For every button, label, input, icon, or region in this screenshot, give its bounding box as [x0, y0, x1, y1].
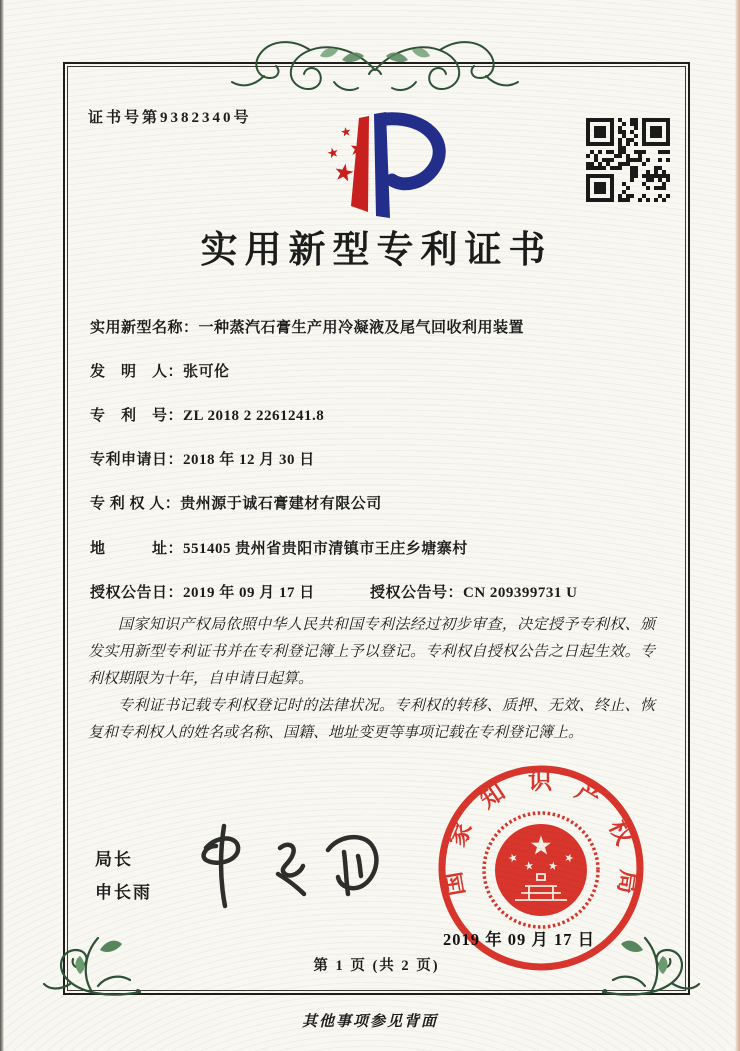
certificate-title: 实用新型专利证书 — [200, 230, 553, 271]
legal-paragraph: 专利证书记载专利权登记时的法律状况。专利权的转移、质押、无效、终止、恢复和专利权人的姓名或名称、国籍、地址变更等事项记载在专利登记簿上。 — [88, 698, 655, 741]
signer-title: 局长 — [95, 850, 133, 869]
field-filing-date: 专利申请日：2018 年 12 月 30 日 — [90, 452, 315, 468]
certificate-number: 证书号第9382340号 — [88, 110, 252, 126]
director-signature-icon — [190, 818, 400, 913]
qr-code-icon — [584, 116, 672, 204]
field-patentee: 专 利 权 人：贵州源于诚石膏建材有限公司 — [90, 496, 382, 512]
field-grant-number: 授权公告号：CN 209399731 U — [370, 585, 578, 601]
field-address: 地 址：551405 贵州省贵阳市清镇市王庄乡塘寨村 — [90, 541, 468, 557]
scan-edge-shadow-right — [735, 0, 740, 1051]
field-utility-name: 实用新型名称：一种蒸汽石膏生产用冷凝液及尾气回收利用装置 — [90, 320, 525, 336]
signer-name: 申长雨 — [95, 883, 152, 902]
page-number: 第 1 页 (共 2 页) — [313, 958, 440, 974]
svg-text:国家知识产权局: 国家知识产权局 — [440, 768, 642, 898]
seal-date: 2019 年 09 月 17 日 — [443, 930, 596, 949]
field-patent-number: 专 利 号：ZL 2018 2 2261241.8 — [90, 408, 325, 424]
legal-text — [88, 612, 655, 747]
field-grant-announcement: 授权公告日：2019 年 09 月 17 日 授权公告号：CN 209399731 U — [90, 581, 315, 602]
legal-paragraph: 国家知识产权局依照中华人民共和国专利法经过初步审查，决定授予专利权、颁发实用新型专利证书并在专利登记簿上予以登记。专利权自授权公告之日起生效。专利权期限为十年，自申请日起算。 — [88, 617, 655, 687]
garland-ornament-icon — [230, 30, 520, 102]
back-side-note: 其他事项参见背面 — [301, 1014, 438, 1030]
field-inventor: 发 明 人：张可伦 — [90, 364, 230, 380]
cnipa-logo-icon — [298, 110, 458, 222]
scan-edge-shadow-left — [0, 0, 4, 1051]
